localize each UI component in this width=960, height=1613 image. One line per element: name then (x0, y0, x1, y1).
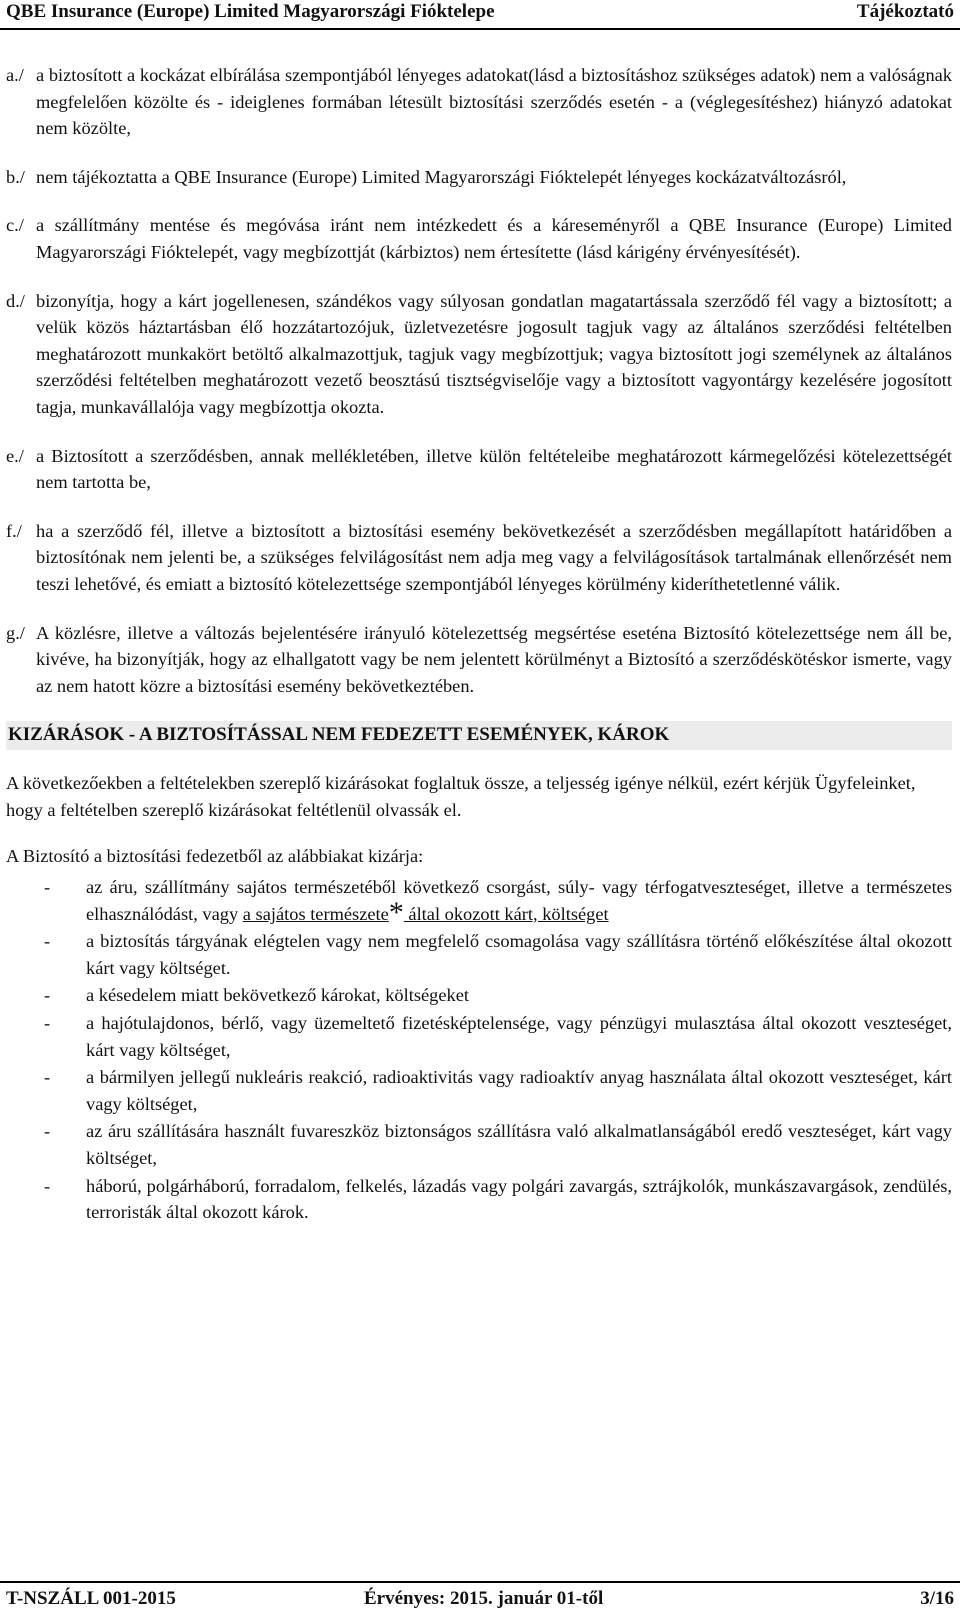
list-dash: - (44, 1175, 51, 1196)
list-item-text: a hajótulajdonos, bérlő, vagy üzemeltető fizetésképtelensége, vagy pénzügyi mulasztása által okozott veszteséget, kárt vagy költséget, (86, 1013, 952, 1060)
underlined-text: a sajátos természete (242, 903, 389, 924)
clause-label: a./ (6, 65, 24, 85)
list-dash: - (44, 1067, 51, 1088)
footer-doc-code: T-NSZÁLL 001-2015 (6, 1588, 176, 1609)
clause-label: c./ (6, 215, 24, 236)
clause-text: bizonyítja, hogy a kárt jogellenesen, szándékos vagy súlyosan gondatlan magatartássala szerződő fél vagy a biztosított; a velük közös háztartásban élő hozzátartozójuk, üzletvezetésre jogosult tagjuk vagy az általános szerződési feltételben meghatározott munkakört betöltő alkalmazottjuk, tagjuk vagy megbízottjuk; vagya biztosított jogi személynek az általános szerződési feltételben meghatározott vezető beosztású tisztségviselője vagy a biztosított vagyontárgy kezelésére jogosított tagja, munkavállalója vagy megbízottja okozta. (36, 290, 952, 417)
list-item-text: háború, polgárháború, forradalom, felkelés, lázadás vagy polgári zavargás, sztrájkolók, munkászavargások, zendülés, terroristák által okozott károk. (86, 1175, 952, 1223)
clause-text: a biztosított a kockázat elbírálása szempontjából lényeges adatokat(lásd a biztosításhoz szükséges adatok) nem a valóságnak megfelelően közölte és - ideiglenes formában létesült biztosítási szerződés esetén - a (véglegesítéshez) hiányzó adatokat nem közölte, (36, 65, 952, 139)
asterisk-mark: * (388, 895, 404, 929)
clause-text: nem tájékoztatta a QBE Insurance (Europe) Limited Magyarországi Fióktelepét lényeges kockázatváltozásról, (36, 166, 847, 187)
clause-label: e./ (6, 445, 24, 466)
clause-a (6, 62, 952, 142)
page-content (6, 62, 952, 1227)
clause-b (6, 164, 952, 191)
list-item (6, 1118, 952, 1171)
list-item-text: a bármilyen jellegű nukleáris reakció, radioaktivitás vagy radioaktív anyag használata által okozott veszteséget, kárt vagy költséget, (86, 1067, 952, 1114)
clause-label: b./ (6, 166, 25, 187)
list-dash: - (44, 877, 51, 898)
header-company: QBE Insurance (Europe) Limited Magyarországi Fióktelepe (6, 1, 495, 22)
list-item-text: az áru szállítására használt fuvareszköz biztonságos szállításra való alkalmatlanságából eredő veszteséget, kárt vagy költséget, (86, 1121, 952, 1168)
clause-e (6, 443, 952, 496)
list-item (6, 1010, 952, 1063)
section-intro: A következőekben a feltételekben szereplő kizárásokat foglaltuk össze, a teljesség igénye nélkül, ezért kérjük Ügyfeleinket, hogy a feltételben szereplő kizárásokat feltétlenül olvassák el. (6, 773, 916, 820)
clause-label: f./ (6, 520, 22, 541)
header-doc-type: Tájékoztató (856, 1, 954, 22)
list-item (6, 982, 952, 1009)
clause-label: d./ (6, 290, 25, 311)
list-dash: - (44, 1121, 51, 1142)
list-item (6, 1064, 952, 1117)
clause-text: a Biztosított a szerződésben, annak mellékletében, illetve külön feltételeibe meghatározott kármegelőzési kötelezettségét nem tartotta be, (36, 445, 952, 493)
page-footer (0, 1581, 960, 1613)
list-dash: - (44, 1013, 51, 1034)
exclusions-list (6, 874, 952, 1226)
list-item-text: az áru, szállítmány sajátos természetéből következő csorgást, súly- vagy térfogatveszteséget, illetve a természetes elhasználódást, vagy (86, 877, 952, 924)
clause-text: ha a szerződő fél, illetve a biztosított a biztosítási esemény bekövetkezését a szerződésben megállapított határidőben a biztosítónak nem jelenti be, a szükséges felvilágosítást nem adja meg vagy a felvilágosítások tartalmának ellenőrzését nem teszi lehetővé, és emiatt a biztosító kötelezettsége szempontjából lényeges körülmény kideríthetetlenné válik. (36, 520, 952, 594)
list-item (6, 1173, 952, 1226)
list-item-text: a biztosítás tárgyának elégtelen vagy nem megfelelő csomagolása vagy szállításra történő előkészítése által okozott kárt vagy költséget. (86, 931, 952, 978)
clause-c (6, 212, 952, 265)
clause-label: g./ (6, 622, 25, 643)
footer-validity: Érvényes: 2015. január 01-től (364, 1588, 604, 1609)
list-item (6, 874, 952, 927)
clause-d (6, 288, 952, 421)
clause-g (6, 620, 952, 700)
page-header (0, 0, 960, 30)
list-item (6, 928, 952, 981)
clause-text: a szállítmány mentése és megóvása iránt nem intézkedett és a káreseményről a QBE Insurance (Europe) Limited Magyarországi Fióktelepét, vagy megbízottját (kárbiztos) nem értesítette (lásd kárigény érvényesítését). (36, 215, 952, 262)
list-dash: - (44, 931, 51, 952)
list-item-text: a késedelem miatt bekövetkező károkat, költségeket (86, 985, 469, 1006)
clause-f (6, 518, 952, 598)
section-heading: KIZÁRÁSOK - A BIZTOSÍTÁSSAL NEM FEDEZETT ESEMÉNYEK, KÁROK (6, 721, 952, 750)
list-dash: - (44, 985, 51, 1006)
exclusions-lead: A Biztosító a biztosítási fedezetből az alábbiakat kizárja: (6, 846, 424, 867)
underlined-text: által okozott kárt, költséget (403, 903, 609, 924)
clause-text: A közlésre, illetve a változás bejelentésére irányuló kötelezettség megsértése eseténa Biztosító kötelezettsége nem áll be, kivéve, ha bizonyítják, hogy az elhallgatott vagy be nem jelentett körülményt a Biztosító a szerződéskötéskor ismerte, vagy az nem hatott közre a biztosítási esemény bekövetkeztében. (36, 622, 952, 696)
footer-page-number: 3/16 (920, 1588, 954, 1609)
